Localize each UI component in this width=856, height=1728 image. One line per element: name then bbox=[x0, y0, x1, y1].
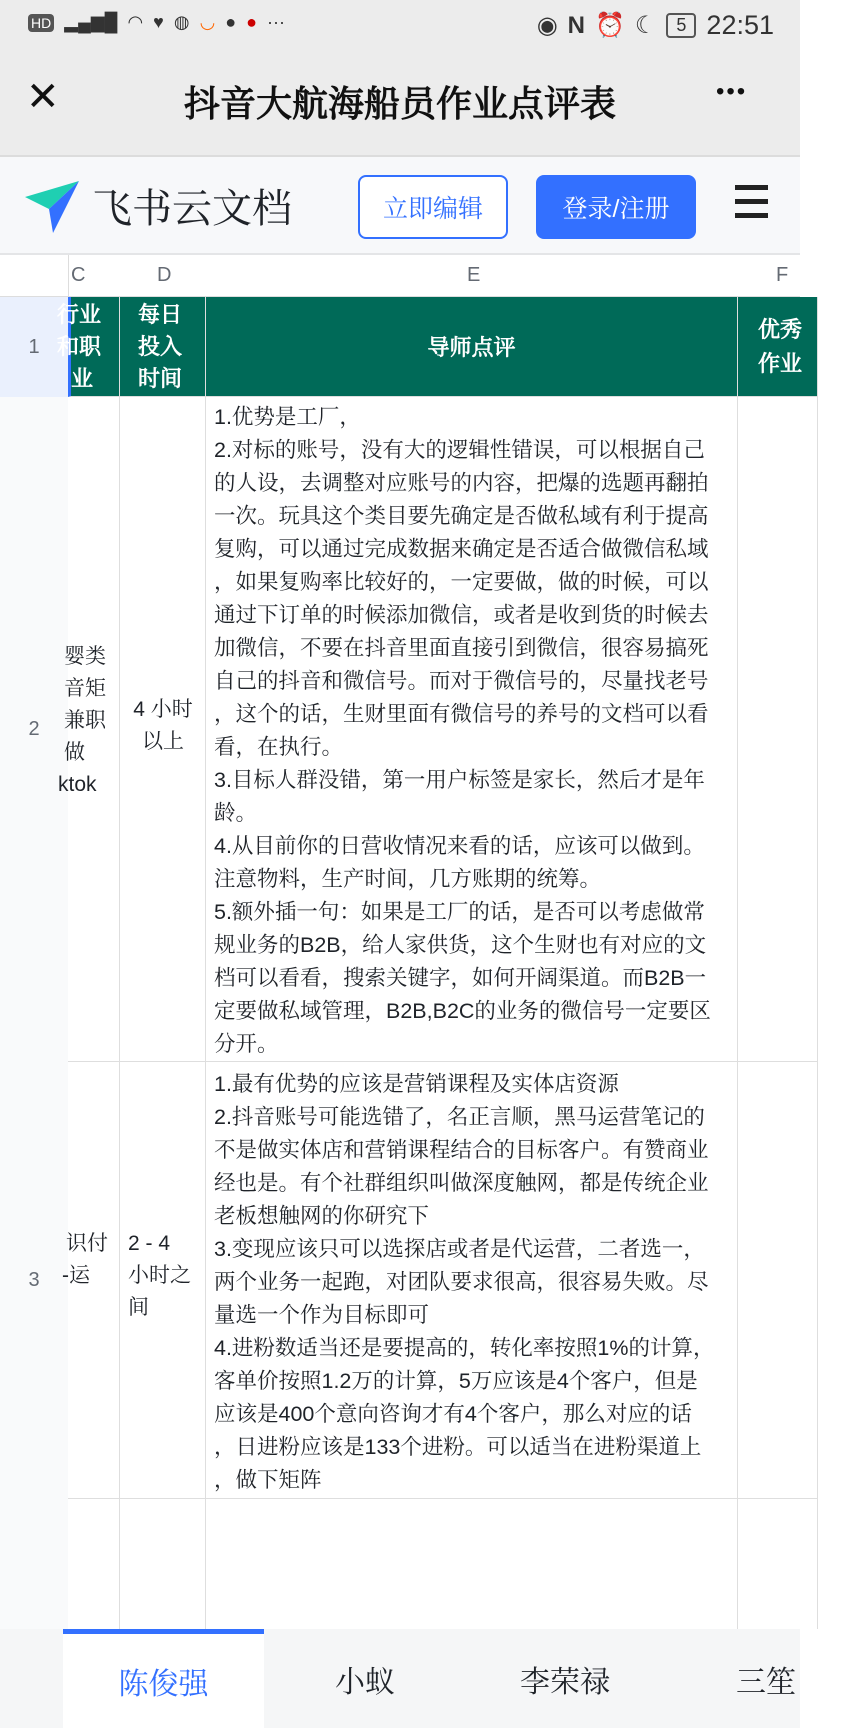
bank-icon: ● bbox=[246, 12, 258, 32]
cell-line: 投入 bbox=[138, 334, 183, 359]
review-line: 3.目标人群没错，第一用户标签是家长，然后才是年 bbox=[214, 768, 705, 792]
review-line: 1.优势是工厂， bbox=[214, 405, 361, 429]
review-line: 经也是。有个社群组织叫做深度触网，都是传统企业 bbox=[214, 1171, 709, 1195]
nfc-icon: N bbox=[567, 11, 585, 39]
review-line: 看，在执行。 bbox=[214, 735, 344, 759]
didi-icon: ◡ bbox=[199, 12, 216, 32]
review-line: 龄。 bbox=[214, 801, 258, 825]
cell-line: ktok bbox=[58, 773, 97, 796]
review-line: 通过下订单的时候添加微信，或者是收到货的时候去 bbox=[214, 603, 709, 627]
cell-line: 婴类 bbox=[64, 645, 106, 668]
moon-icon: ☾ bbox=[634, 12, 657, 39]
page-title: 抖音大航海船员作业点评表 bbox=[183, 83, 616, 124]
review-line: 规业务的B2B，给人家供货，这个生财也有对应的文 bbox=[214, 933, 707, 957]
cell-line: 以上 bbox=[142, 730, 184, 753]
login-register-button[interactable]: 登录/注册 bbox=[536, 175, 696, 239]
cell-e3-mentor-review[interactable] bbox=[206, 1062, 738, 1499]
cell-line: 作业 bbox=[758, 351, 803, 376]
cell-line: 小时之 bbox=[128, 1264, 191, 1287]
cell-empty[interactable] bbox=[206, 1499, 738, 1629]
review-line: ，日进粉应该是133个进粉。可以适当在进粉渠道上 bbox=[214, 1435, 702, 1459]
review-line: 档可以看看，搜索关键字，如何开阔渠道。而B2B一 bbox=[214, 966, 707, 990]
cell-d3[interactable] bbox=[120, 1062, 206, 1499]
review-line: 2.对标的账号，没有大的逻辑性错误，可以根据自己 bbox=[214, 438, 705, 462]
alarm-icon: ⏰ bbox=[595, 12, 625, 39]
cell-line: 时间 bbox=[138, 366, 183, 391]
review-line: 复购，可以通过完成数据来确定是否适合做微信私域 bbox=[214, 537, 709, 561]
cell-line: 做 bbox=[64, 741, 85, 764]
health-icon: ♥ bbox=[153, 12, 164, 32]
more-icon: ··· bbox=[267, 12, 286, 32]
review-line: ，这个的话，生财里面有微信号的养号的文档可以看 bbox=[214, 702, 709, 726]
cell-empty[interactable] bbox=[738, 1499, 818, 1629]
sheet-tab[interactable]: 小蚁 bbox=[335, 1665, 395, 1699]
row-number[interactable]: 2 bbox=[0, 397, 68, 1062]
row-number-empty[interactable] bbox=[0, 1499, 68, 1629]
cell-line: 音矩 bbox=[64, 677, 106, 700]
header-cell-daily-time[interactable] bbox=[120, 297, 206, 397]
review-line: 3.变现应该只可以选探店或者是代运营，二者选一， bbox=[214, 1237, 705, 1261]
status-bar bbox=[0, 0, 800, 52]
sheet-tab-active[interactable]: 陈俊强 bbox=[63, 1629, 264, 1728]
header-cell-mentor-review[interactable] bbox=[206, 297, 738, 397]
review-line: 一次。玩具这个类目要先确定是否做私域有利于提高 bbox=[214, 504, 709, 528]
column-header-bar bbox=[0, 255, 800, 297]
clock: 22:51 bbox=[706, 10, 774, 40]
review-line: 分开。 bbox=[214, 1032, 279, 1056]
sheet-tab-bar bbox=[0, 1629, 800, 1728]
wifi-icon: ◠ bbox=[127, 12, 144, 32]
feishu-logo-icon bbox=[25, 177, 81, 237]
app-header bbox=[0, 157, 800, 255]
more-menu-icon[interactable]: ••• bbox=[716, 78, 748, 105]
review-line: 不是做实体店和营销课程结合的目标客户。有赞商业 bbox=[214, 1138, 709, 1162]
sheet-tab[interactable]: 李荣禄 bbox=[520, 1665, 610, 1699]
review-line: 两个业务一起跑，对团队要求很高，很容易失败。尽 bbox=[214, 1270, 709, 1294]
globe-icon: ◍ bbox=[173, 12, 190, 32]
cell-line: 识付 bbox=[66, 1232, 108, 1255]
review-line: 客单价按照1.2万的计算，5万应该是4个客户，但是 bbox=[214, 1369, 698, 1393]
review-line: 注意物料，生产时间，几方账期的统筹。 bbox=[214, 867, 602, 891]
status-left-icons bbox=[28, 12, 285, 33]
header-cell-excellent-work[interactable] bbox=[738, 297, 818, 397]
cell-line: 业 bbox=[71, 366, 94, 391]
cell-c3[interactable] bbox=[62, 1062, 120, 1499]
cell-line: 和职 bbox=[57, 334, 102, 359]
title-bar bbox=[0, 52, 800, 157]
sheet-tab[interactable]: 三笙 bbox=[736, 1665, 796, 1699]
cell-e2-mentor-review[interactable] bbox=[206, 397, 738, 1062]
cell-empty[interactable] bbox=[68, 1499, 120, 1629]
cell-empty[interactable] bbox=[120, 1499, 206, 1629]
cell-line: 4 小时 bbox=[133, 698, 193, 721]
hamburger-menu-icon[interactable] bbox=[735, 185, 768, 218]
review-line: 自己的抖音和微信号。而对于微信号的，尽量找老号 bbox=[214, 669, 709, 693]
row-number[interactable]: 3 bbox=[0, 1062, 68, 1499]
cell-c2[interactable] bbox=[58, 397, 120, 1062]
row-number[interactable]: 1 bbox=[0, 297, 68, 397]
hd-icon: HD bbox=[28, 14, 54, 32]
signal-icon: ▂▄▆█ bbox=[64, 12, 118, 32]
review-line: 应该是400个意向咨询才有4个客户，那么对应的话 bbox=[214, 1402, 692, 1426]
review-line: 的人设，去调整对应账号的内容，把爆的选题再翻拍 bbox=[214, 471, 709, 495]
review-line: 定要做私域管理，B2B,B2C的业务的微信号一定要区 bbox=[214, 999, 711, 1023]
brand-name: 飞书云文档 bbox=[92, 187, 292, 231]
close-icon[interactable]: ✕ bbox=[26, 75, 60, 119]
column-header-e[interactable]: E bbox=[467, 264, 481, 286]
review-line: 4.进粉数适当还是要提高的，转化率按照1%的计算， bbox=[214, 1336, 715, 1360]
review-line: 1.最有优势的应该是营销课程及实体店资源 bbox=[214, 1072, 619, 1096]
column-header-d[interactable]: D bbox=[157, 264, 172, 286]
eye-icon: ◉ bbox=[536, 12, 558, 39]
review-line: 4.从目前你的日营收情况来看的话，应该可以做到。 bbox=[214, 834, 705, 858]
cell-d2[interactable] bbox=[120, 397, 206, 1062]
review-line: 5.额外插一句：如果是工厂的话，是否可以考虑做常 bbox=[214, 900, 705, 924]
review-line: 2.抖音账号可能选错了，名正言顺，黑马运营笔记的 bbox=[214, 1105, 705, 1129]
audio-icon: ● bbox=[225, 12, 237, 32]
cell-f2[interactable] bbox=[738, 397, 818, 1062]
review-line: 老板想触网的你研究下 bbox=[214, 1204, 430, 1228]
review-line: ，如果复购率比较好的，一定要做，做的时候，可以 bbox=[214, 570, 709, 594]
review-line: ，做下矩阵 bbox=[214, 1468, 322, 1492]
battery-icon: 5 bbox=[666, 13, 696, 38]
column-header-f[interactable]: F bbox=[776, 264, 789, 286]
cell-line: 间 bbox=[128, 1296, 149, 1319]
cell-f3[interactable] bbox=[738, 1062, 818, 1499]
cell-line: 优秀 bbox=[758, 317, 803, 342]
cell-line: 每日 bbox=[138, 302, 183, 327]
header-cell-industry[interactable] bbox=[57, 297, 120, 397]
edit-now-button[interactable]: 立即编辑 bbox=[358, 175, 508, 239]
review-line: 量选一个作为目标即可 bbox=[214, 1303, 430, 1327]
cell-line: 兼职 bbox=[64, 709, 106, 732]
cell-line: -运 bbox=[62, 1264, 90, 1287]
column-header-c[interactable]: C bbox=[71, 264, 86, 286]
cell-line: 行业 bbox=[57, 302, 102, 327]
review-line: 加微信，不要在抖音里面直接引到微信，很容易搞死 bbox=[214, 636, 709, 660]
cell-text: 导师点评 bbox=[427, 335, 516, 360]
cell-line: 2 - 4 bbox=[128, 1232, 171, 1255]
status-right bbox=[537, 10, 774, 41]
